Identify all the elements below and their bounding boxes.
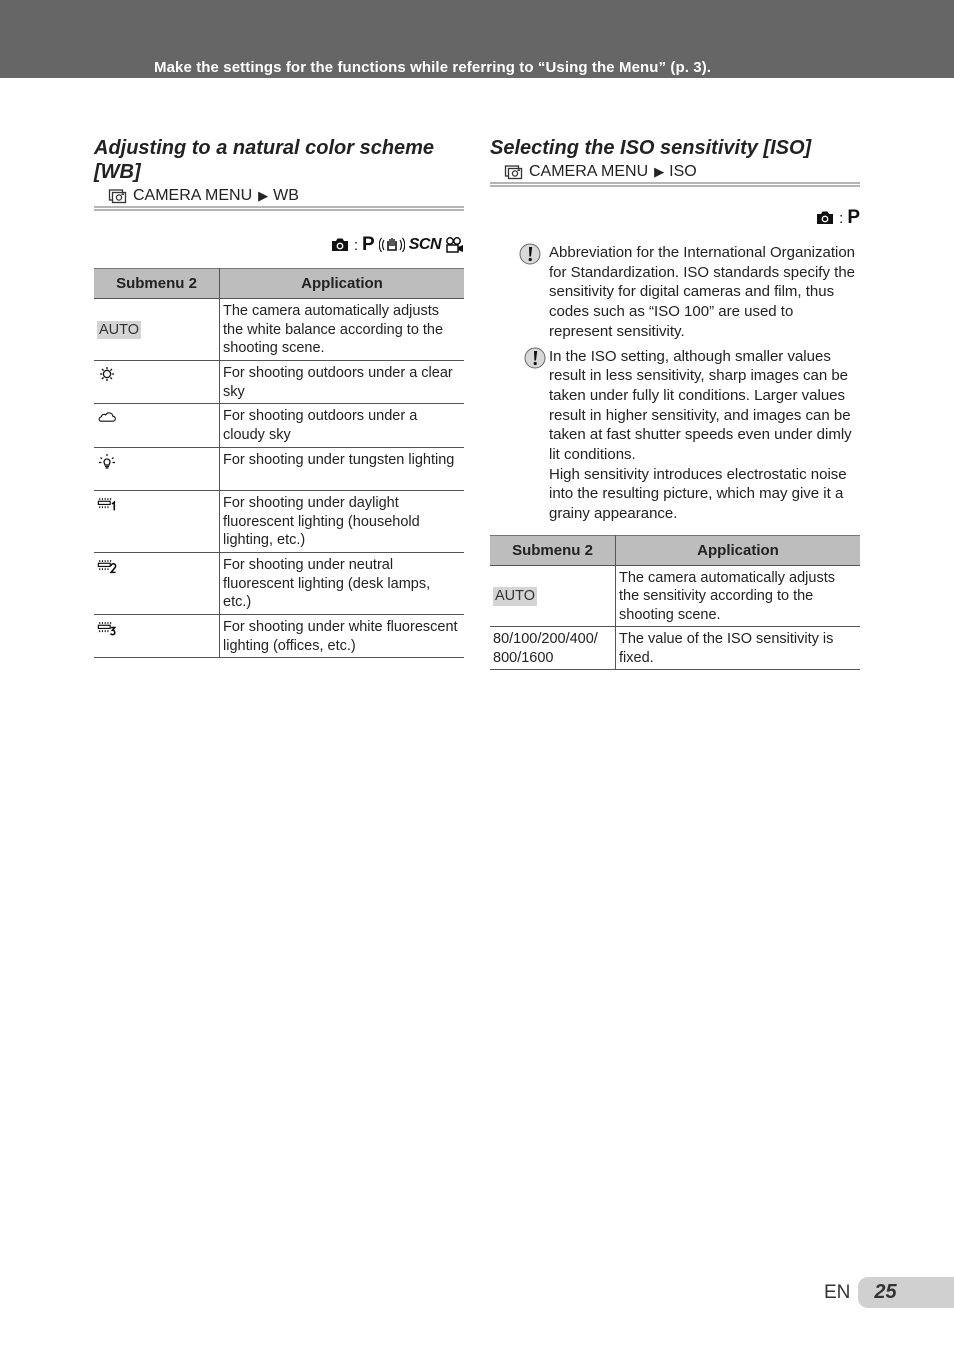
divider — [94, 206, 464, 211]
menu-item: WB — [273, 187, 299, 204]
camera-menu-icon — [504, 164, 524, 180]
available-modes — [94, 233, 464, 257]
col-header-application: Application — [220, 269, 465, 299]
header-instruction: Make the settings for the functions while referring to “Using the Menu” (p. 3). — [154, 59, 712, 76]
available-modes — [490, 206, 860, 230]
application-text: The camera automatically adjusts the white balance according to the shooting scene. — [220, 299, 465, 361]
table-row — [94, 361, 464, 404]
table-row — [94, 299, 464, 361]
note-text: Abbreviation for the International Organization for Standardization. ISO standards specify the sensitivity for digital cameras and film, thus codes such as “ISO 100” are used to represent sensitivity. — [549, 244, 856, 340]
menu-name: CAMERA MENU — [133, 187, 253, 204]
mode-colon: : — [353, 236, 359, 254]
fluorescent-3-icon — [97, 620, 117, 636]
table-row — [490, 627, 860, 670]
iso-table — [490, 535, 860, 671]
application-text: For shooting outdoors under a cloudy sky — [220, 404, 465, 448]
note-text: In the ISO setting, although smaller values result in less sensitivity, sharp images can be taken under fully lit conditions. Larger values result in higher sensitivity, and images can be taken at fast shutter speeds even under dimly lit conditions. High sensitivity introduces electrostatic noise into the resulting picture, which may give it a grainy appearance. — [549, 347, 852, 523]
application-text: For shooting under tungsten lighting — [220, 448, 465, 491]
camera-mode-icon — [330, 237, 350, 253]
fluorescent-1-icon — [97, 496, 117, 512]
arrow-right-icon: ▶ — [258, 188, 269, 203]
application-text: For shooting under daylight fluorescent lighting (household lighting, etc.) — [220, 491, 465, 553]
program-mode-label: P — [847, 207, 860, 228]
table-row — [94, 615, 464, 658]
wb-section — [94, 136, 464, 658]
table-row — [94, 404, 464, 448]
sunny-icon — [97, 366, 117, 382]
arrow-right-icon: ▶ — [654, 164, 665, 179]
auto-setting: AUTO — [495, 588, 536, 605]
table-row — [94, 553, 464, 615]
language-label: EN — [824, 1281, 851, 1303]
application-text: For shooting under neutral fluorescent lighting (desk lamps, etc.) — [220, 553, 465, 615]
table-row — [94, 448, 464, 491]
application-text: The camera automatically adjusts the sensitivity according to the shooting scene. — [616, 565, 861, 627]
caution-icon — [519, 243, 541, 265]
divider — [490, 182, 860, 187]
movie-mode-icon — [444, 236, 464, 254]
camera-menu-icon — [108, 188, 128, 204]
page-number-value: 25 — [874, 1281, 897, 1303]
mode-colon: : — [839, 209, 844, 227]
iso-section-title: Selecting the ISO sensitivity [ISO] — [490, 137, 812, 159]
auto-setting: AUTO — [99, 321, 140, 338]
digital-image-stabilization-icon — [379, 236, 405, 254]
iso-values: 80/100/200/400/ 800/1600 — [490, 627, 616, 670]
application-text: For shooting under white fluorescent lighting (offices, etc.) — [220, 615, 465, 658]
iso-section — [490, 136, 860, 670]
caution-icon — [524, 347, 546, 369]
wb-section-title: Adjusting to a natural color scheme [WB] — [94, 137, 435, 183]
iso-menu-path — [490, 163, 860, 181]
page-number-box — [858, 1277, 954, 1308]
fluorescent-2-icon — [97, 558, 117, 574]
page-number — [824, 1277, 954, 1308]
camera-mode-icon — [815, 210, 835, 226]
wb-menu-path — [94, 187, 464, 205]
col-header-application: Application — [616, 535, 861, 565]
table-row — [94, 491, 464, 553]
wb-table — [94, 268, 464, 658]
application-text: For shooting outdoors under a clear sky — [220, 361, 465, 404]
menu-item: ISO — [669, 163, 697, 180]
program-mode-label: P — [362, 234, 375, 255]
application-text: The value of the ISO sensitivity is fixed. — [616, 627, 861, 670]
col-header-submenu: Submenu 2 — [94, 269, 220, 299]
scene-mode-label: SCN — [408, 236, 441, 253]
note-iso-abbreviation — [490, 243, 860, 342]
menu-name: CAMERA MENU — [529, 163, 649, 180]
table-row — [490, 565, 860, 627]
col-header-submenu: Submenu 2 — [490, 535, 616, 565]
tungsten-icon — [97, 453, 117, 469]
cloudy-icon — [97, 409, 117, 425]
note-iso-setting — [490, 347, 860, 524]
